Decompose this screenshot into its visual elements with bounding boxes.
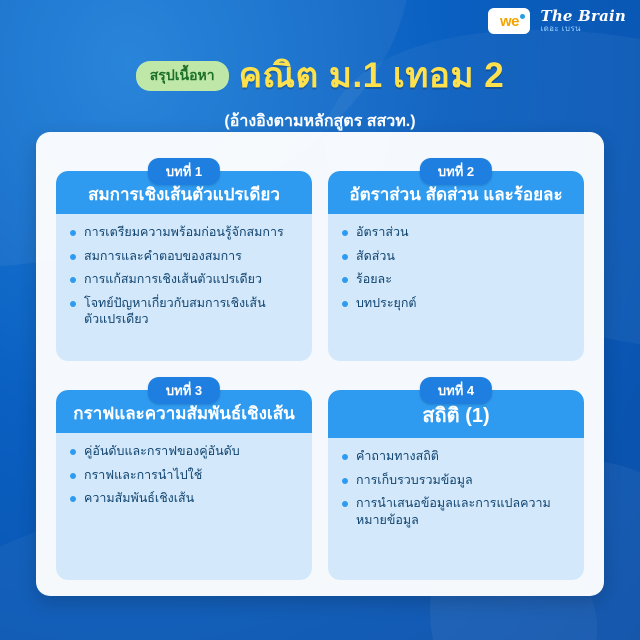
chapter-title-4: สถิติ (1) <box>328 390 584 438</box>
we-logo <box>488 8 530 34</box>
chapter-items-2 <box>328 214 584 328</box>
list-item: บทประยุกต์ <box>342 295 572 312</box>
list-item: สมการและคำตอบของสมการ <box>70 248 300 265</box>
chapter-items-1 <box>56 214 312 345</box>
list-item: การเตรียมความพร้อมก่อนรู้จักสมการ <box>70 224 300 241</box>
list-item: กราฟและการนำไปใช้ <box>70 467 300 484</box>
chapter-card-3 <box>56 390 312 580</box>
chapter-title-2: อัตราส่วน สัดส่วน และร้อยละ <box>328 171 584 214</box>
summary-badge: สรุปเนื้อหา <box>136 61 229 91</box>
chapter-chip-1: บทที่ 1 <box>148 158 220 185</box>
page-subtitle: (อ้างอิงตามหลักสูตร สสวท.) <box>224 113 416 130</box>
chapter-card-2 <box>328 171 584 361</box>
we-logo-text: we <box>499 12 519 30</box>
chapter-cell-2 <box>328 158 584 361</box>
title-row <box>0 48 640 103</box>
page-title: คณิต ม.1 เทอม 2 <box>238 56 505 95</box>
we-logo-dot-icon <box>520 14 525 19</box>
chapter-title-3: กราฟและความสัมพันธ์เชิงเส้น <box>56 390 312 433</box>
the-brain-logo <box>540 9 626 33</box>
content-panel <box>36 132 604 596</box>
list-item: คู่อันดับและกราฟของคู่อันดับ <box>70 443 300 460</box>
chapter-cell-3 <box>56 377 312 580</box>
chapter-items-3 <box>56 433 312 524</box>
the-brain-logo-line1: The Brain <box>540 7 626 25</box>
chapter-cell-1 <box>56 158 312 361</box>
list-item: การแก้สมการเชิงเส้นตัวแปรเดียว <box>70 271 300 288</box>
list-item: โจทย์ปัญหาเกี่ยวกับสมการเชิงเส้นตัวแปรเดียว <box>70 295 300 328</box>
the-brain-logo-line2: เดอะ เบรน <box>540 24 581 33</box>
chapter-cell-4 <box>328 377 584 580</box>
chapter-chip-4: บทที่ 4 <box>420 377 492 404</box>
chapter-items-4 <box>328 438 584 545</box>
list-item: อัตราส่วน <box>342 224 572 241</box>
brand-logo-row <box>488 8 626 34</box>
chapter-chip-3: บทที่ 3 <box>148 377 220 404</box>
list-item: ความสัมพันธ์เชิงเส้น <box>70 490 300 507</box>
chapter-card-4 <box>328 390 584 580</box>
title-zone <box>0 48 640 134</box>
list-item: การนำเสนอข้อมูลและการแปลความหมายข้อมูล <box>342 495 572 528</box>
list-item: คำถามทางสถิติ <box>342 448 572 465</box>
list-item: ร้อยละ <box>342 271 572 288</box>
chapter-grid <box>36 132 604 596</box>
chapter-chip-2: บทที่ 2 <box>420 158 492 185</box>
list-item: สัดส่วน <box>342 248 572 265</box>
chapter-title-1: สมการเชิงเส้นตัวแปรเดียว <box>56 171 312 214</box>
chapter-card-1 <box>56 171 312 361</box>
list-item: การเก็บรวบรวมข้อมูล <box>342 472 572 489</box>
